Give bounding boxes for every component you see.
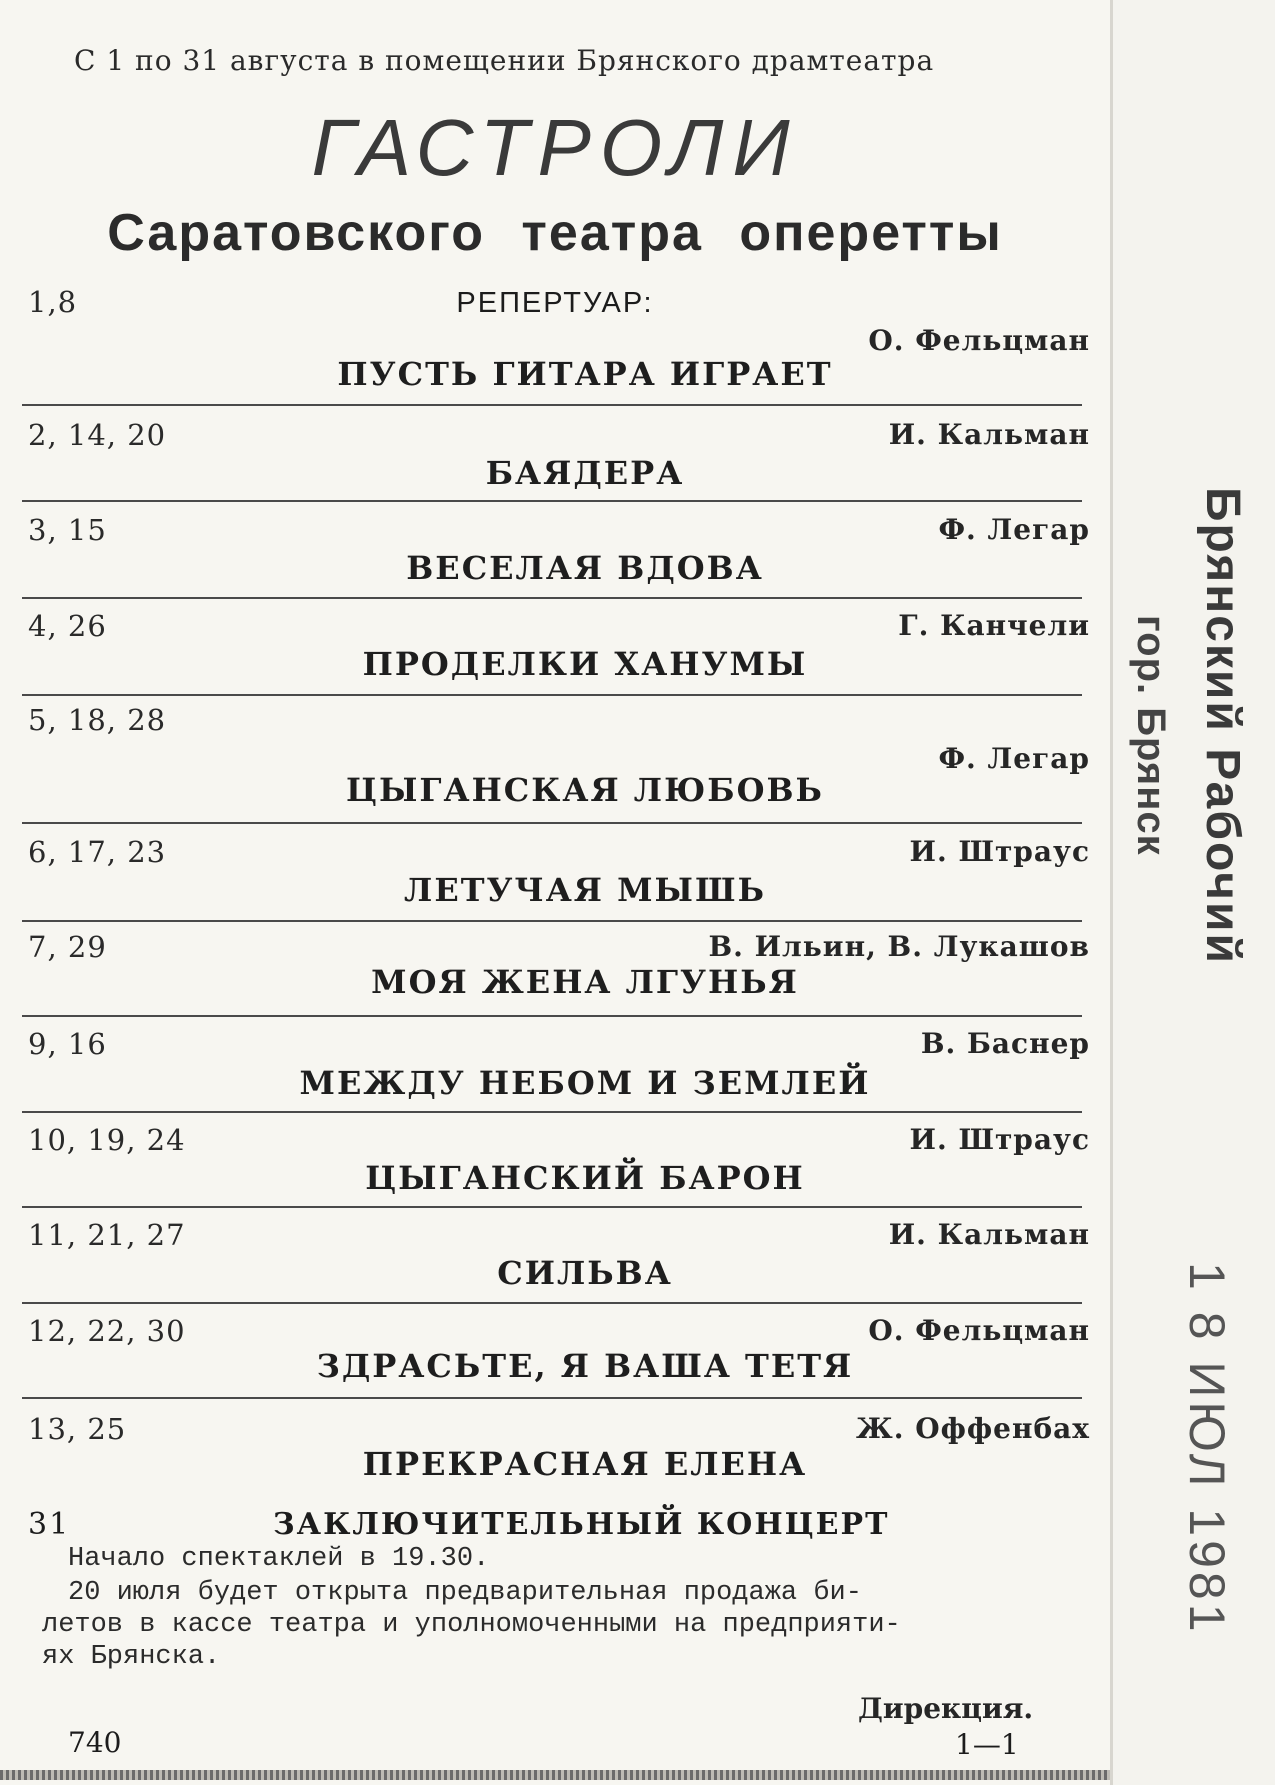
date-stamp: 1 8 ИЮЛ 1981 — [1179, 1262, 1235, 1636]
entry-show-title: ЗДРАСЬТЕ, Я ВАША ТЕТЯ — [316, 1347, 854, 1385]
divider — [22, 1206, 1082, 1208]
divider — [22, 500, 1082, 502]
entry-show-title: БАЯДЕРА — [485, 454, 685, 492]
ticket-sale-line: ях Брянска. — [42, 1642, 221, 1672]
entry-show-title: ВЕСЕЛАЯ ВДОВА — [406, 549, 764, 587]
entry-dates: 11, 21, 27 — [28, 1218, 186, 1252]
start-time-note: Начало спектаклей в 19.30. — [68, 1544, 490, 1574]
entry-dates: 2, 14, 20 — [28, 418, 167, 452]
venue-line: С 1 по 31 августа в помещении Брянского драмтеатра — [74, 44, 935, 77]
entry-composer: Ф. Легар — [938, 742, 1090, 775]
entry-show-title: МЕЖДУ НЕБОМ И ЗЕМЛЕЙ — [299, 1064, 871, 1102]
signature: Дирекция. — [858, 1692, 1034, 1725]
entry-composer: И. Штраус — [909, 835, 1090, 868]
ticket-sale-line: летов в кассе театра и уполномоченными на предприяти- — [42, 1610, 901, 1640]
entry-show-title: ЛЕТУЧАЯ МЫШЬ — [404, 871, 766, 909]
final-concert-date: 31 — [28, 1507, 71, 1542]
divider — [22, 404, 1082, 406]
entry-show-title: СИЛЬВА — [497, 1254, 673, 1292]
divider — [22, 1015, 1082, 1017]
bottom-border — [0, 1770, 1110, 1780]
ad-run: 1—1 — [955, 1728, 1019, 1761]
entry-dates: 10, 19, 24 — [28, 1123, 186, 1157]
divider — [22, 920, 1082, 922]
entry-show-title: ПУСТЬ ГИТАРА ИГРАЕТ — [337, 355, 833, 393]
ticket-sale-line: 20 июля будет открыта предварительная продажа би- — [68, 1578, 862, 1608]
entry-show-title: ЦЫГАНСКИЙ БАРОН — [365, 1159, 805, 1197]
entry-show-title: ПРЕКРАСНАЯ ЕЛЕНА — [362, 1445, 808, 1483]
entry-composer: И. Штраус — [909, 1123, 1090, 1156]
entry-dates: 9, 16 — [28, 1027, 107, 1061]
entry-composer: О. Фельцман — [868, 1314, 1090, 1347]
subtitle: Саратовского театра оперетты — [107, 204, 1003, 262]
page-title: ГАСТРОЛИ — [311, 103, 799, 192]
entry-composer: И. Кальман — [888, 418, 1090, 451]
entry-composer: Г. Канчели — [898, 609, 1090, 642]
divider — [22, 694, 1082, 696]
divider — [22, 597, 1082, 599]
divider — [22, 1111, 1082, 1113]
repertoire-label: РЕПЕРТУАР: — [456, 287, 654, 319]
entry-show-title: МОЯ ЖЕНА ЛГУНЬЯ — [371, 963, 799, 1001]
entry-dates: 4, 26 — [28, 609, 107, 643]
entry-composer: Ж. Оффенбах — [856, 1412, 1090, 1445]
ticket-sale-note — [42, 1577, 1082, 1673]
entry-dates: 5, 18, 28 — [28, 703, 167, 737]
entry-dates: 7, 29 — [28, 930, 107, 964]
entry-dates: 13, 25 — [28, 1412, 127, 1446]
newspaper-name-stamp: Брянский Рабочий — [1196, 487, 1249, 965]
divider — [22, 1302, 1082, 1304]
entry-dates: 6, 17, 23 — [28, 835, 167, 869]
entry-composer: О. Фельцман — [868, 324, 1090, 357]
final-concert-name: ЗАКЛЮЧИТЕЛЬНЫЙ КОНЦЕРТ — [273, 1507, 890, 1542]
city-stamp: гор. Брянск — [1129, 615, 1173, 856]
ad-number: 740 — [68, 1726, 122, 1759]
entry-dates: 1,8 — [28, 285, 78, 319]
entry-show-title: ПРОДЕЛКИ ХАНУМЫ — [362, 645, 808, 683]
entry-composer: Ф. Легар — [938, 513, 1090, 546]
divider — [22, 1397, 1082, 1399]
entry-composer: В. Баснер — [920, 1027, 1090, 1060]
entry-composer: И. Кальман — [888, 1218, 1090, 1251]
divider — [22, 822, 1082, 824]
entry-composer: В. Ильин, В. Лукашов — [708, 930, 1090, 963]
entry-dates: 12, 22, 30 — [28, 1314, 186, 1348]
entry-show-title: ЦЫГАНСКАЯ ЛЮБОВЬ — [346, 771, 824, 809]
entry-dates: 3, 15 — [28, 513, 107, 547]
